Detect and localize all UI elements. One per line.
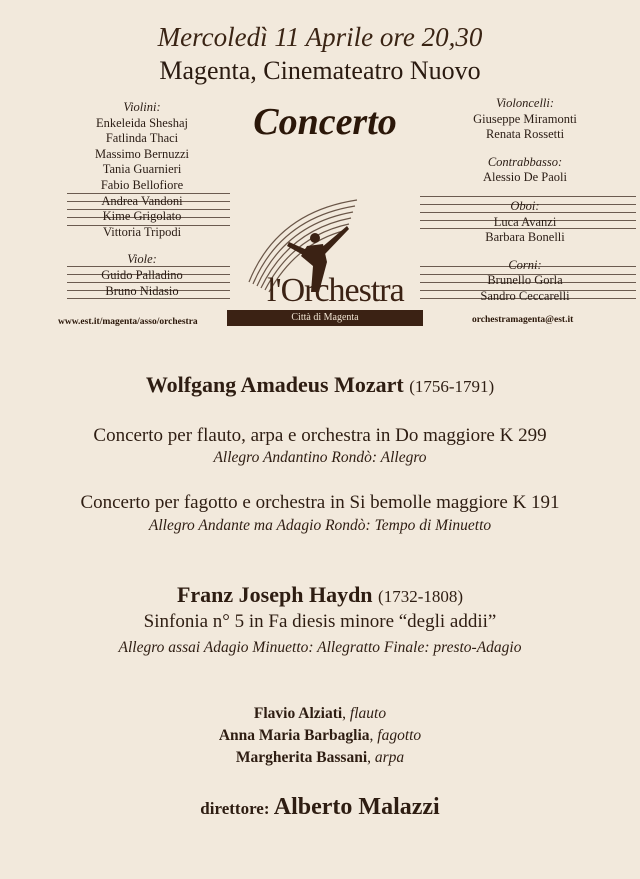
- performer-name: Anna Maria Barbaglia: [218, 727, 370, 744]
- conductor-line: [0, 794, 640, 821]
- musician-name: Vittoria Tripodi: [102, 224, 182, 239]
- composer-name: Wolfgang Amadeus Mozart: [145, 372, 404, 397]
- concert-date-time: Mercoledì 11 Aprile ore 20,30: [157, 22, 483, 52]
- composer-haydn: [0, 582, 640, 608]
- logo-wordmark: l'Orchestra: [267, 272, 404, 309]
- contact-email: orchestramagenta@est.it: [472, 315, 574, 325]
- work-title: Concerto per fagotto e orchestra in Si bemolle maggiore K 191: [80, 492, 560, 513]
- musician-name: Tania Guarnieri: [102, 162, 182, 177]
- orchestra-logo: [227, 192, 423, 326]
- musician-name: Luca Avanzi: [493, 214, 557, 229]
- roster-left: [62, 100, 222, 299]
- musician-name: Enkeleida Sheshaj: [96, 115, 188, 130]
- work-movements: Allegro Andante ma Adagio Rondò: Tempo di Minuetto: [148, 517, 492, 534]
- composer-mozart: [0, 372, 640, 398]
- musician-name: Andrea Vandoni: [101, 193, 183, 208]
- work-title: Concerto per flauto, arpa e orchestra in Do maggiore K 299: [93, 425, 547, 446]
- concert-venue: Magenta, Cinemateatro Nuovo: [159, 56, 481, 85]
- performer-instrument: arpa: [374, 749, 405, 766]
- conductor-name: Alberto Malazzi: [273, 794, 440, 820]
- musician-name: Guido Palladino: [101, 267, 183, 282]
- website-url: www.est.it/magenta/asso/orchestra: [58, 317, 198, 327]
- conductor-label: direttore:: [200, 799, 270, 818]
- musician-name: Renata Rossetti: [485, 127, 565, 142]
- roster-section-label: Violoncelli:: [495, 96, 555, 110]
- performer-line: Flavio Alziati, flauto: [253, 705, 387, 722]
- musician-name: Kime Grigolato: [102, 209, 182, 224]
- performer-name: Flavio Alziati: [253, 705, 343, 722]
- musician-name: Fabio Bellofiore: [100, 177, 184, 192]
- musician-name: Fatlinda Thaci: [105, 131, 179, 146]
- performer-line: Anna Maria Barbaglia, fagotto: [218, 727, 422, 744]
- musician-name: Giuseppe Miramonti: [473, 111, 577, 126]
- work-movements: Allegro Andantino Rondò: Allegro: [213, 449, 427, 466]
- performer-instrument: fagotto: [377, 727, 422, 744]
- performer-name: Margherita Bassani: [235, 749, 368, 766]
- roster-section-label: Contrabbasso:: [487, 154, 563, 169]
- roster-right: [445, 96, 605, 305]
- work-title: Sinfonia n° 5 in Fa diesis minore “degli addii”: [143, 611, 497, 632]
- roster-section-label: Viole:: [127, 252, 157, 267]
- roster-section-label: Corni:: [508, 257, 542, 272]
- composer-years: (1732-1808): [378, 587, 464, 606]
- composer-years: (1756-1791): [409, 377, 495, 396]
- musician-name: Barbara Bonelli: [485, 230, 565, 245]
- performer-instrument: flauto: [349, 705, 387, 722]
- musician-name: Alessio De Paoli: [482, 170, 568, 185]
- roster-section-label: Oboi:: [510, 198, 540, 213]
- work-movements: Allegro assai Adagio Minuetto: Allegratto Finale: presto-Adagio: [118, 639, 522, 656]
- logo-subtitle: Città di Magenta: [291, 312, 359, 323]
- musician-name: Bruno Nidasio: [105, 283, 179, 298]
- composer-name: Franz Joseph Haydn: [176, 582, 373, 607]
- roster-section-label: Violini:: [123, 100, 161, 114]
- musician-name: Massimo Bernuzzi: [94, 146, 190, 161]
- musician-name: Brunello Gorla: [487, 273, 563, 288]
- musician-name: Sandro Ceccarelli: [480, 288, 570, 303]
- concert-title: Concerto: [253, 101, 397, 143]
- performer-line: Margherita Bassani, arpa: [235, 749, 405, 766]
